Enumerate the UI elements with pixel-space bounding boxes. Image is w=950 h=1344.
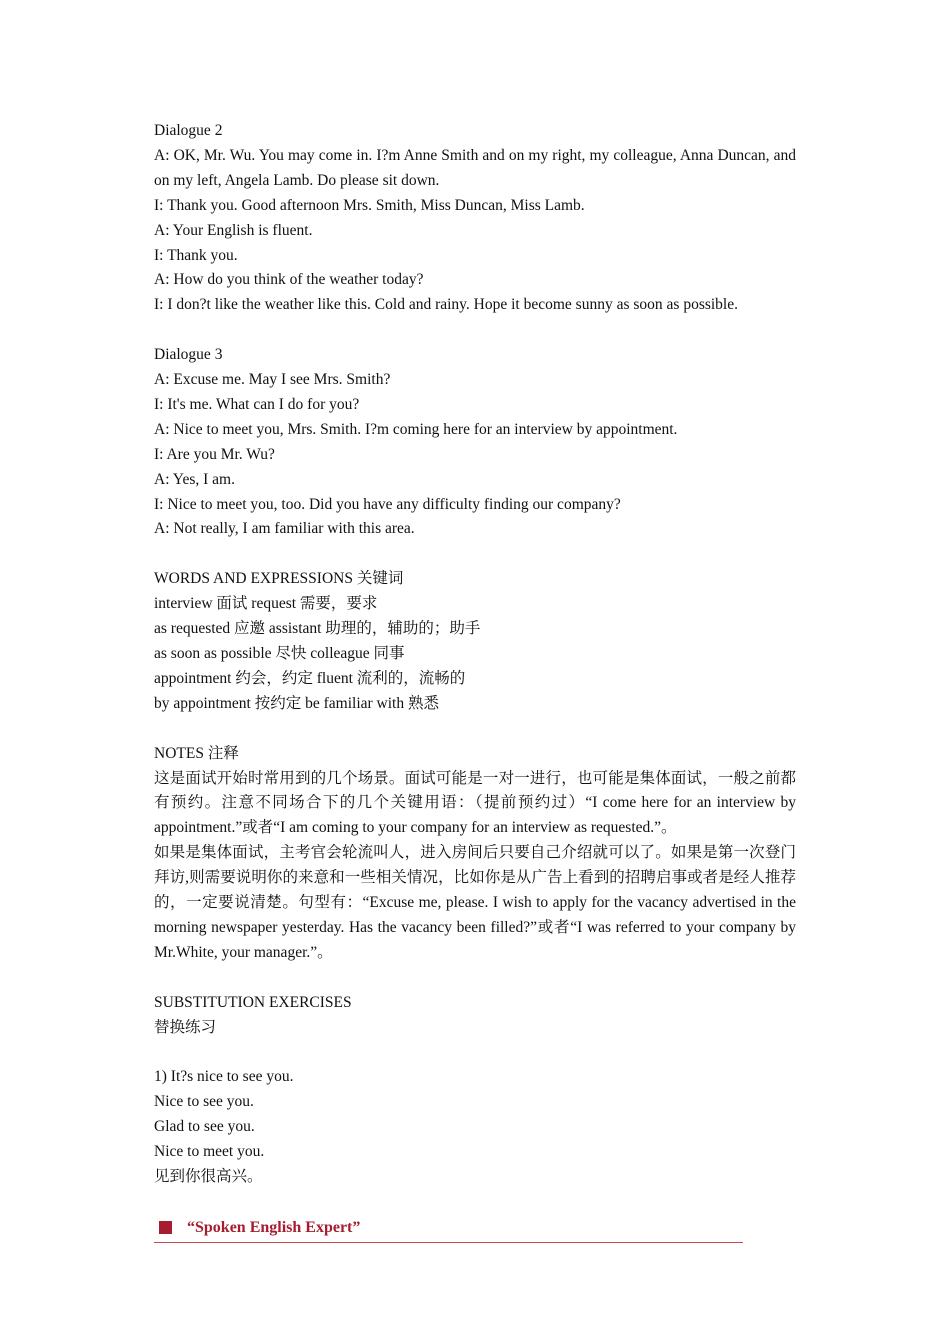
footer-banner [154,1216,743,1243]
spacer [154,1040,796,1065]
words-line: as requested 应邀 assistant 助理的，辅助的；助手 [154,620,481,638]
substitution-line: Glad to see you. [154,1118,255,1136]
spacer [154,318,796,343]
substitution-line: Nice to see you. [154,1093,254,1111]
notes-paragraph: 这是面试开始时常用到的几个场景。面试可能是一对一进行，也可能是集体面试，一般之前都有预约。注意不同场合下的几个关键用语：（提前预约过）“I come here for an interview by appointment.”或者“I am coming to your company for an interview as requested.”。 [154,769,796,837]
dialogue3-line: I: Nice to meet you, too. Did you have any difficulty finding our company? [154,495,621,513]
words-heading: WORDS AND EXPRESSIONS 关键词 [154,570,404,588]
spacer [154,717,796,742]
dialogue3-line: I: Are you Mr. Wu? [154,445,275,463]
notes-paragraph: 如果是集体面试，主考官会轮流叫人，进入房间后只要自己介绍就可以了。如果是第一次登门拜访,则需要说明你的来意和一些相关情况，比如你是从广告上看到的招聘启事或者是经人推荐的，一定要说清楚。句型有：“Excuse me, please. I wish to apply for the vacancy advertised in the morning newspaper yesterday. Has the vacancy been filled?”或者“I was referred to your company by Mr.White, your manager.”。 [154,844,796,961]
dialogue3-line: A: Nice to meet you, Mrs. Smith. I?m coming here for an interview by appointment. [154,420,678,438]
dialogue2-paragraph: A: OK, Mr. Wu. You may come in. I?m Anne Smith and on my right, my colleague, Anna Duncan, and on my left, Angela Lamb. Do please sit down. [154,146,796,189]
dialogue2-line: I: Thank you. [154,246,238,264]
spacer [154,966,796,991]
substitution-line: 1) It?s nice to see you. [154,1068,294,1086]
dialogue2-heading: Dialogue 2 [154,122,223,139]
words-line: by appointment 按约定 be familiar with 熟悉 [154,694,439,712]
dialogue2-line: A: How do you think of the weather today? [154,271,424,289]
dialogue3-heading: Dialogue 3 [154,346,223,364]
dialogue3-line: I: It's me. What can I do for you? [154,395,360,413]
footer-title: “Spoken English Expert” [187,1219,361,1236]
words-line: interview 面试 request 需要，要求 [154,595,378,613]
substitution-heading: SUBSTITUTION EXERCISES [154,993,352,1011]
dialogue3-line: A: Yes, I am. [154,470,235,488]
words-line: as soon as possible 尽快 colleague 同事 [154,645,405,662]
substitution-heading-cn: 替换练习 [154,1018,217,1036]
spacer [154,542,796,567]
substitution-line: 见到你很高兴。 [154,1167,263,1185]
notes-heading: NOTES 注释 [154,744,239,762]
substitution-line: Nice to meet you. [154,1143,265,1161]
words-line: appointment 约会，约定 fluent 流利的，流畅的 [154,669,466,687]
dialogue3-line: A: Excuse me. May I see Mrs. Smith? [154,371,391,389]
document-body [154,119,796,1190]
dialogue2-line: A: Your English is fluent. [154,221,313,239]
square-bullet-icon [159,1221,172,1234]
dialogue2-line: I: I don?t like the weather like this. Cold and rainy. Hope it become sunny as soon as possible. [154,296,738,314]
dialogue2-line: I: Thank you. Good afternoon Mrs. Smith, Miss Duncan, Miss Lamb. [154,196,585,214]
dialogue3-line: A: Not really, I am familiar with this area. [154,520,415,538]
